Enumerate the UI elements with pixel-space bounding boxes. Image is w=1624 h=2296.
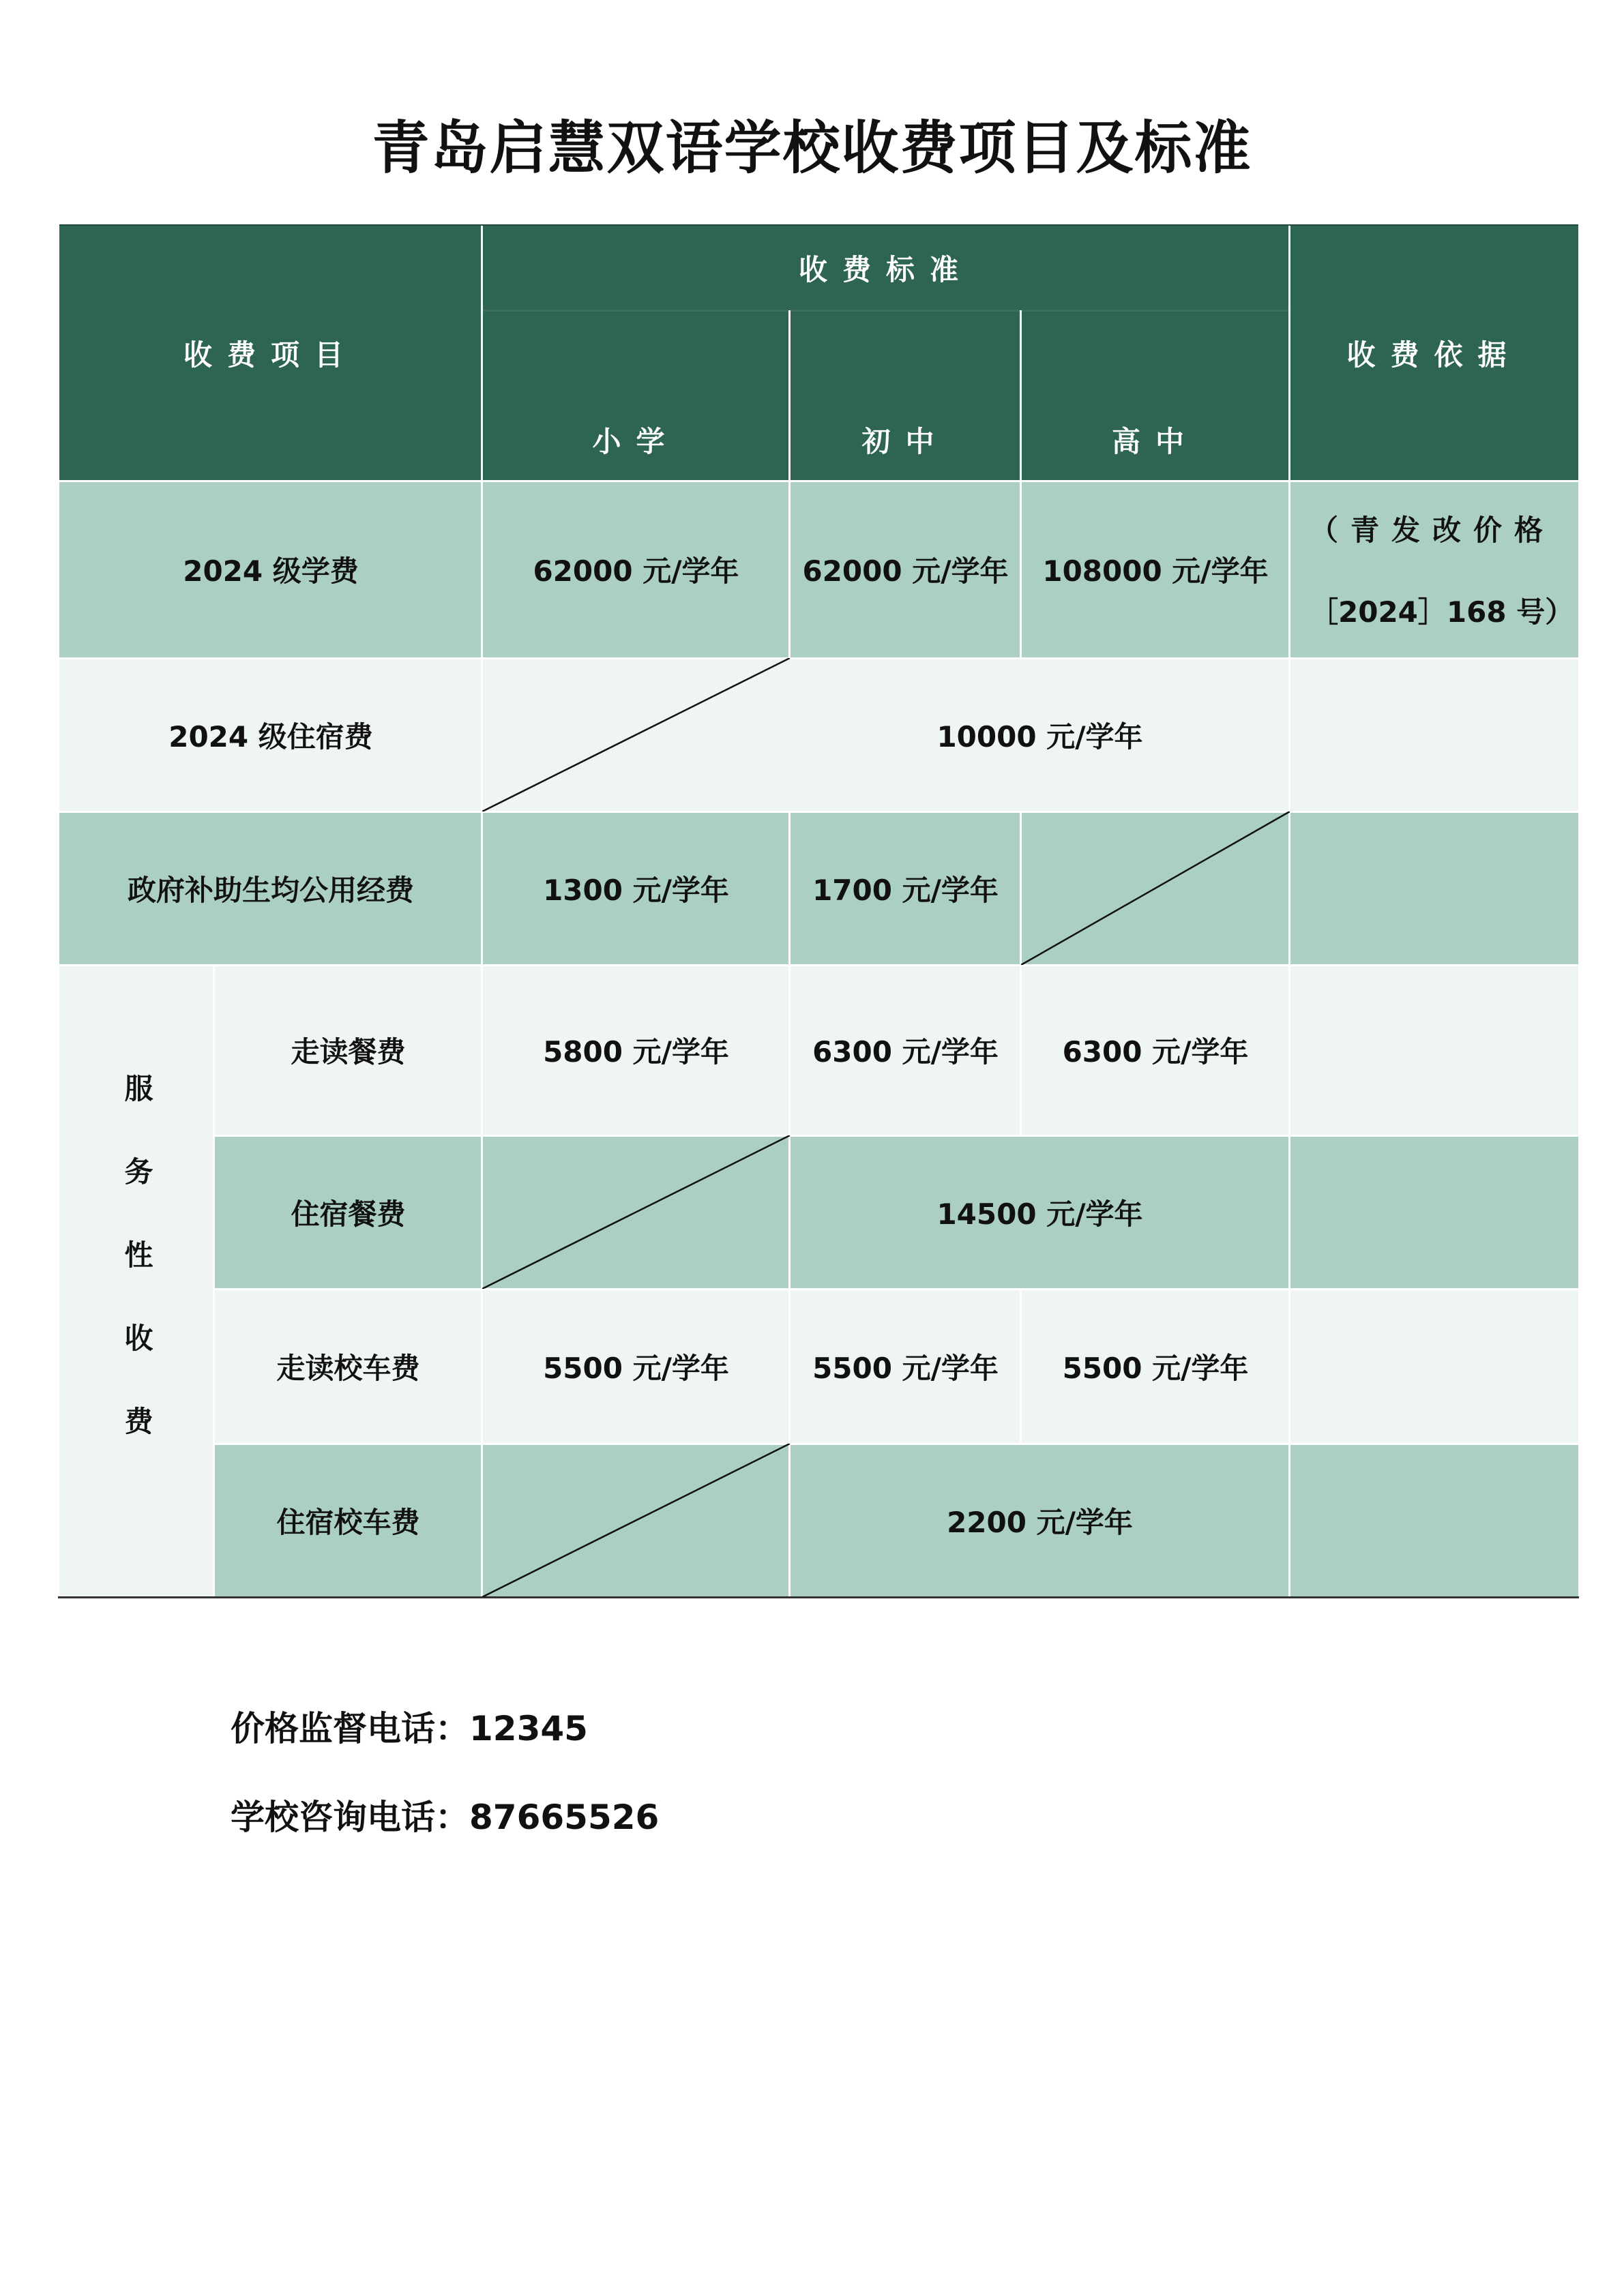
grid-line-v3c (1020, 1289, 1022, 1444)
row-board-meal-basis (1290, 1135, 1578, 1289)
row-subsidy-middle: 1700 元/学年 (790, 811, 1021, 965)
basis-cell-tuition (1290, 481, 1578, 658)
header-fee-basis: 收费依据 (1290, 225, 1578, 481)
row-day-bus-label: 走读校车费 (214, 1289, 482, 1444)
row-board-meal-label: 住宿餐费 (214, 1135, 482, 1289)
row-day-meal-middle: 6300 元/学年 (790, 965, 1021, 1135)
row-day-bus-basis (1290, 1289, 1578, 1444)
row-board-bus-middle-high: 2200 元/学年 (790, 1444, 1290, 1597)
basis-line-2: ［2024］168 号） (1310, 595, 1574, 629)
row-day-meal-basis (1290, 965, 1578, 1135)
header-divider (482, 310, 1290, 312)
grid-line-h3 (59, 811, 1578, 813)
header-level-middle: 初中 (790, 310, 1021, 481)
row-day-bus-middle: 5500 元/学年 (790, 1289, 1021, 1444)
grid-line-h5 (213, 1135, 1578, 1137)
grid-line-h4 (59, 964, 1578, 966)
row-tuition-label: 2024 级学费 (59, 481, 482, 658)
row-day-bus-primary: 5500 元/学年 (482, 1289, 790, 1444)
row-board-bus-basis (1290, 1444, 1578, 1597)
row-tuition-primary: 62000 元/学年 (482, 481, 790, 658)
row-day-meal-high: 6300 元/学年 (1021, 965, 1290, 1135)
row-day-meal-label: 走读餐费 (214, 965, 482, 1135)
diagonal-subsidy-high (1021, 811, 1290, 965)
grid-line-h1 (59, 480, 1578, 482)
grid-line-v0 (213, 965, 215, 1597)
row-tuition-middle: 62000 元/学年 (790, 481, 1021, 658)
grid-line-h7 (213, 1443, 1578, 1445)
diagonal-board-bus-primary (482, 1444, 790, 1597)
row-dorm-label: 2024 级住宿费 (59, 658, 482, 811)
grid-line-v2b (788, 811, 791, 965)
row-board-bus-label: 住宿校车费 (214, 1444, 482, 1597)
grid-line-v2 (788, 310, 791, 658)
row-tuition-high: 108000 元/学年 (1021, 481, 1290, 658)
price-hotline: 价格监督电话：12345 (231, 1709, 588, 1748)
grid-line-v1 (481, 225, 483, 1597)
school-hotline: 学校咨询电话：87665526 (231, 1798, 660, 1837)
row-day-bus-high: 5500 元/学年 (1021, 1289, 1290, 1444)
row-board-meal-middle-high: 14500 元/学年 (790, 1135, 1290, 1289)
row-subsidy-label: 政府补助生均公用经费 (59, 811, 482, 965)
row-subsidy-basis (1290, 811, 1578, 965)
row-subsidy-primary: 1300 元/学年 (482, 811, 790, 965)
row-dorm-basis (1290, 658, 1578, 811)
header-fee-item: 收费项目 (59, 225, 482, 481)
table-top-border (59, 224, 1578, 226)
grid-line-h2 (59, 657, 1578, 659)
basis-line-1: （青发改价格 (1310, 513, 1556, 547)
table-bottom-border (58, 1596, 1579, 1598)
header-level-primary: 小学 (482, 310, 790, 481)
page-title: 青岛启慧双语学校收费项目及标准 (372, 115, 1252, 181)
header-fee-standard: 收费标准 (482, 225, 1290, 310)
row-day-meal-primary: 5800 元/学年 (482, 965, 790, 1135)
grid-line-h6 (213, 1288, 1578, 1290)
service-group-text: 服务性收费 (120, 1073, 154, 1489)
header-level-high: 高中 (1021, 310, 1290, 481)
diagonal-dorm-primary (482, 658, 790, 811)
diagonal-board-meal-primary (482, 1135, 790, 1289)
grid-line-v3 (1020, 310, 1022, 658)
service-group-label (59, 965, 214, 1597)
row-dorm-middle-high: 10000 元/学年 (790, 658, 1290, 811)
